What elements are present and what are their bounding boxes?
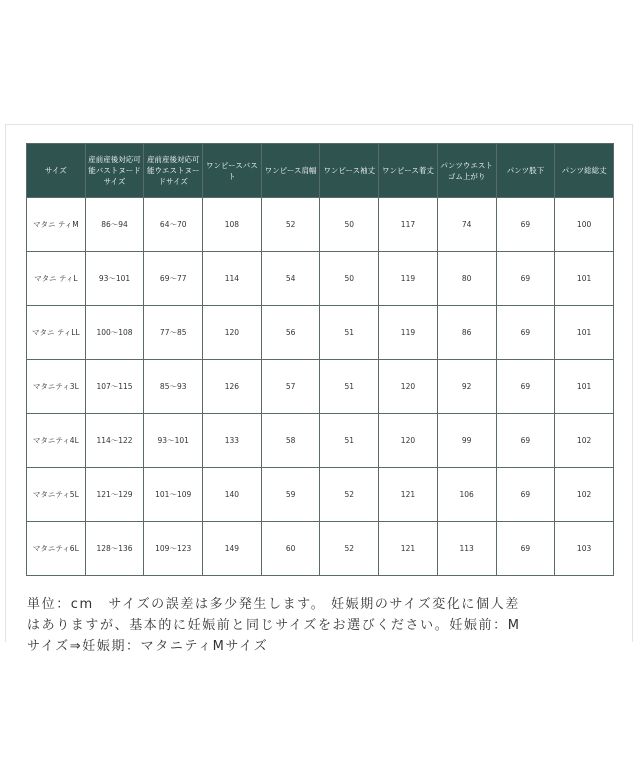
note-line-3: サイズ⇒妊娠期：マタニティMサイズ [27,639,269,654]
measurement-cell: 106 [437,468,496,522]
table-row [27,252,614,306]
measurement-cell: 85〜93 [144,360,203,414]
table-row [27,522,614,576]
measurement-cell: 93〜101 [144,414,203,468]
measurement-cell: 86 [437,306,496,360]
measurement-cell: 107〜115 [85,360,144,414]
column-header: 産前産後対応可能ウエストヌードサイズ [144,144,203,198]
measurement-cell: 69 [496,360,555,414]
measurement-cell: 74 [437,198,496,252]
table-row [27,198,614,252]
measurement-cell: 69〜77 [144,252,203,306]
measurement-cell: 126 [203,360,262,414]
measurement-cell: 69 [496,252,555,306]
measurement-cell: 77〜85 [144,306,203,360]
measurement-cell: 69 [496,306,555,360]
column-header: サイズ [27,144,86,198]
note-line-1: 単位：cm サイズの誤差は多少発生します。 妊娠期のサイズ変化に個人差 [27,597,520,612]
measurement-cell: 119 [379,306,438,360]
measurement-cell: 93〜101 [85,252,144,306]
measurement-cell: 86〜94 [85,198,144,252]
measurement-cell: 113 [437,522,496,576]
column-header: パンツウエストゴム上がり [437,144,496,198]
measurement-cell: 102 [555,468,614,522]
size-label-cell: マタニティ5L [27,468,86,522]
measurement-cell: 50 [320,252,379,306]
measurement-cell: 58 [261,414,320,468]
measurement-cell: 102 [555,414,614,468]
measurement-cell: 120 [379,360,438,414]
size-label-cell: マタニティ4L [27,414,86,468]
measurement-cell: 149 [203,522,262,576]
table-row [27,468,614,522]
size-label-cell: マタニ ティL [27,252,86,306]
measurement-cell: 101 [555,360,614,414]
measurement-cell: 59 [261,468,320,522]
size-label-cell: マタニ ティM [27,198,86,252]
measurement-cell: 119 [379,252,438,306]
measurement-cell: 60 [261,522,320,576]
measurement-cell: 100 [555,198,614,252]
table-body [27,198,614,576]
size-label-cell: マタニ ティLL [27,306,86,360]
measurement-cell: 69 [496,414,555,468]
measurement-cell: 80 [437,252,496,306]
size-label-cell: マタニティ6L [27,522,86,576]
measurement-cell: 128〜136 [85,522,144,576]
size-note [27,594,617,657]
measurement-cell: 99 [437,414,496,468]
measurement-cell: 52 [320,522,379,576]
measurement-cell: 133 [203,414,262,468]
measurement-cell: 120 [203,306,262,360]
measurement-cell: 120 [379,414,438,468]
measurement-cell: 64〜70 [144,198,203,252]
measurement-cell: 101 [555,306,614,360]
table-row [27,306,614,360]
measurement-cell: 51 [320,306,379,360]
measurement-cell: 51 [320,360,379,414]
column-header: 産前産後対応可能バストヌードサイズ [85,144,144,198]
table-header-row [27,144,614,198]
measurement-cell: 69 [496,522,555,576]
measurement-cell: 52 [320,468,379,522]
measurement-cell: 121〜129 [85,468,144,522]
table-row [27,360,614,414]
column-header: パンツ総総丈 [555,144,614,198]
measurement-cell: 117 [379,198,438,252]
measurement-cell: 52 [261,198,320,252]
measurement-cell: 121 [379,522,438,576]
measurement-cell: 56 [261,306,320,360]
measurement-cell: 103 [555,522,614,576]
column-header: ワンピース肩幅 [261,144,320,198]
measurement-cell: 54 [261,252,320,306]
measurement-cell: 69 [496,468,555,522]
measurement-cell: 101 [555,252,614,306]
table-row [27,414,614,468]
measurement-cell: 51 [320,414,379,468]
measurement-cell: 92 [437,360,496,414]
measurement-cell: 50 [320,198,379,252]
note-line-2: はありますが、基本的に妊娠前と同じサイズをお選びください。妊娠前：M [27,618,521,633]
measurement-cell: 114〜122 [85,414,144,468]
measurement-cell: 101〜109 [144,468,203,522]
column-header: ワンピースバスト [203,144,262,198]
measurement-cell: 121 [379,468,438,522]
column-header: ワンピース着丈 [379,144,438,198]
size-chart-table [26,143,614,576]
measurement-cell: 69 [496,198,555,252]
measurement-cell: 100〜108 [85,306,144,360]
measurement-cell: 108 [203,198,262,252]
column-header: パンツ股下 [496,144,555,198]
measurement-cell: 57 [261,360,320,414]
column-header: ワンピース袖丈 [320,144,379,198]
measurement-cell: 109〜123 [144,522,203,576]
measurement-cell: 140 [203,468,262,522]
size-label-cell: マタニティ3L [27,360,86,414]
measurement-cell: 114 [203,252,262,306]
